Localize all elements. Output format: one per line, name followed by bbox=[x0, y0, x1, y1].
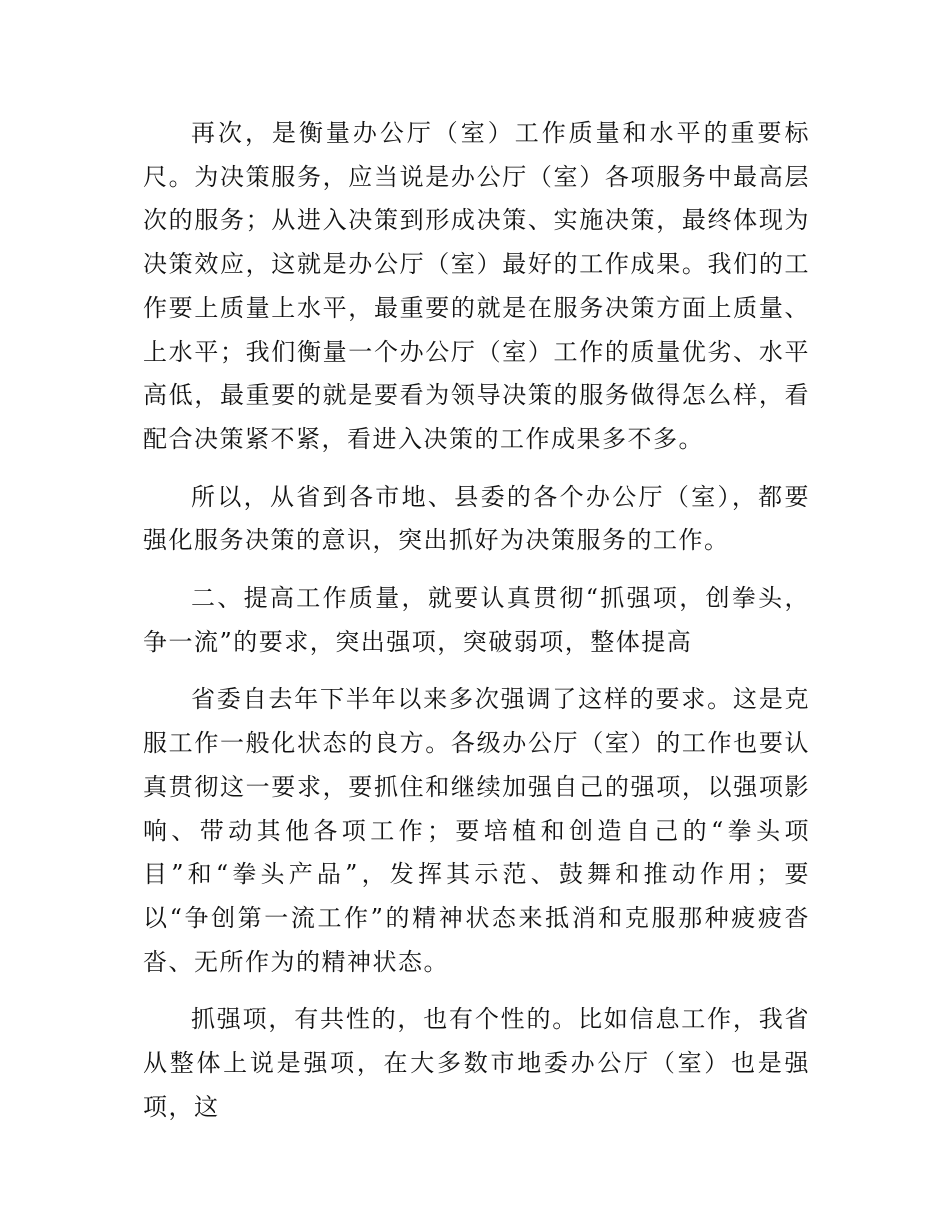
paragraph-conclusion: 所以，从省到各市地、县委的各个办公厅（室），都要强化服务决策的意识，突出抓好为决策服务的工作。 bbox=[143, 482, 810, 555]
paragraph-provincial-requirement: 省委自去年下半年以来多次强调了这样的要求。这是克服工作一般化状态的良方。各级办公厅（室）的工作也要认真贯彻这一要求，要抓住和继续加强自己的强项，以强项影响、带动其他各项工作；要培植和创造自己的“拳头项目”和“拳头产品”，发挥其示范、鼓舞和推动作用；要以“争创第一流工作”的精神状态来抵消和克服那种疲疲沓沓、无所作为的精神状态。 bbox=[143, 685, 810, 976]
paragraph-strengths: 抓强项，有共性的，也有个性的。比如信息工作，我省从整体上说是强项，在大多数市地委办公厅（室）也是强项，这 bbox=[143, 1005, 810, 1121]
document-body bbox=[143, 112, 810, 1143]
paragraph-decision-service: 再次，是衡量办公厅（室）工作质量和水平的重要标尺。为决策服务，应当说是办公厅（室）各项服务中最高层次的服务；从进入决策到形成决策、实施决策，最终体现为决策效应，这就是办公厅（室）最好的工作成果。我们的工作要上质量上水平，最重要的就是在服务决策方面上质量、上水平；我们衡量一个办公厅（室）工作的质量优劣、水平高低，最重要的就是要看为领导决策的服务做得怎么样，看配合决策紧不紧，看进入决策的工作成果多不多。 bbox=[143, 119, 810, 453]
section-heading-two: 二、提高工作质量，就要认真贯彻“抓强项，创拳头，争一流”的要求，突出强项，突破弱项，整体提高 bbox=[143, 584, 810, 656]
